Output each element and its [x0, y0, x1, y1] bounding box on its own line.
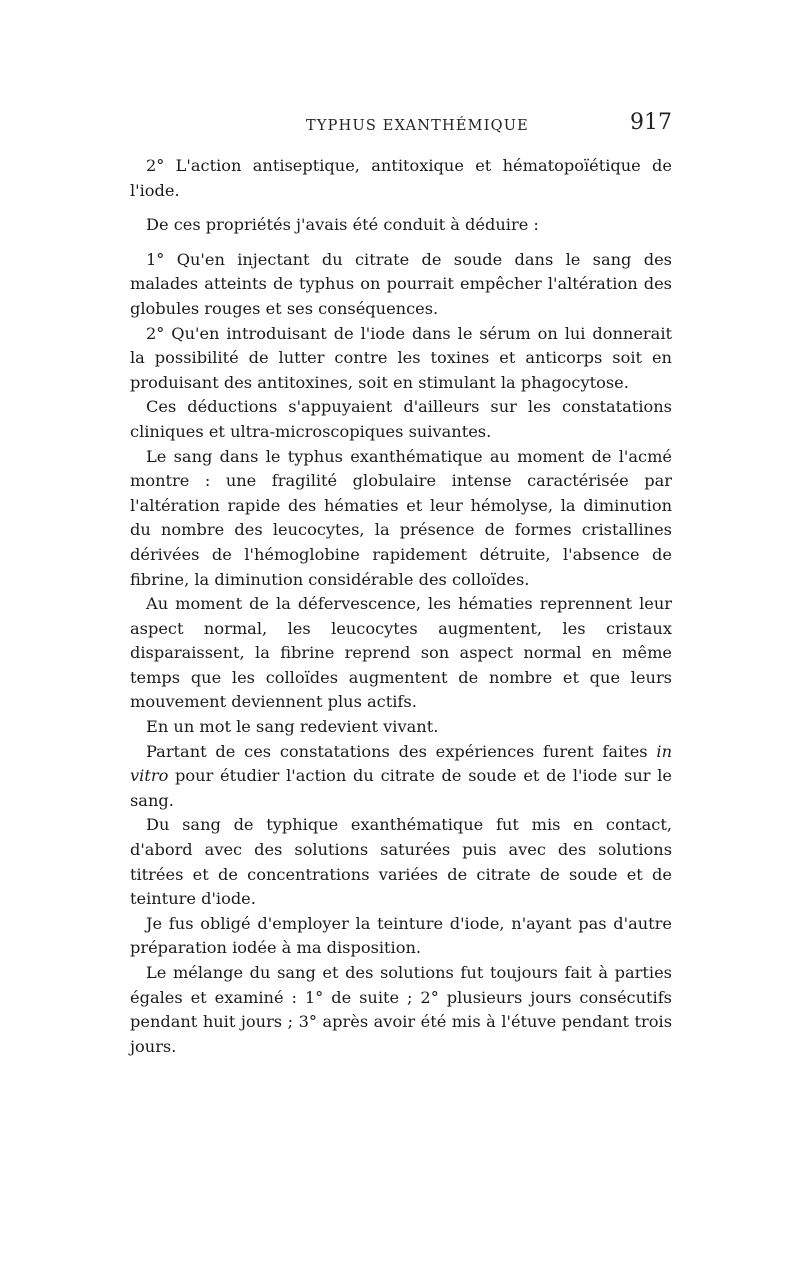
book-page [130, 110, 672, 1059]
body-text [130, 154, 672, 1059]
paragraph: 1° Qu'en injectant du citrate de soude dans le sang des malades atteints de typhus on pourrait empêcher l'altération des globules rouges et ses conséquences. [130, 249, 672, 318]
page-number: 917 [630, 110, 672, 135]
paragraph-text: pour étudier l'action du citrate de soude et de l'iode sur le sang. [130, 766, 672, 810]
paragraph: Ces déductions s'appuyaient d'ailleurs sur les constatations cliniques et ultra-microscopiques suivantes. [130, 397, 672, 441]
running-title: TYPHUS EXANTHÉMIQUE [306, 118, 529, 134]
paragraph: De ces propriétés j'avais été conduit à déduire : [146, 215, 539, 235]
paragraph: Je fus obligé d'employer la teinture d'iode, n'ayant pas d'autre préparation iodée à ma disposition. [130, 913, 672, 958]
paragraph: Du sang de typhique exanthématique fut mis en contact, d'abord avec des solutions saturées puis avec des solutions titrées et de concentrations variées de citrate de soude et de teinture d'iode. [130, 815, 672, 909]
paragraph-in-vitro [130, 740, 672, 814]
italic-term: in vitro [130, 741, 672, 786]
paragraph: Le mélange du sang et des solutions fut toujours fait à parties égales et examiné : 1° de suite ; 2° plusieurs jours consécutifs pendant huit jours ; 3° après avoir été mis à l'étuve pendant trois jours. [130, 963, 672, 1056]
paragraph-text: Partant de ces constatations des expériences furent faites [146, 741, 657, 761]
paragraph: 2° L'action antiseptique, antitoxique et hématopoïétique de l'iode. [130, 156, 672, 200]
paragraph: En un mot le sang redevient vivant. [146, 717, 439, 737]
paragraph: 2° Qu'en introduisant de l'iode dans le sérum on lui donnerait la possibilité de lutter contre les toxines et anticorps soit en produisant des antitoxines, soit en stimulant la phagocytose. [130, 323, 672, 392]
paragraph: Le sang dans le typhus exanthématique au moment de l'acmé montre : une fragilité globulaire intense caractérisée par l'altération rapide des hématies et leur hémolyse, la diminution du nombre des leucocytes, la présence de formes cristallines dérivées de l'hémoglobine rapidement détruite, l'absence de fibrine, la diminution considérable des colloïdes. [130, 446, 672, 589]
page-header [130, 110, 672, 142]
paragraph: Au moment de la défervescence, les hématies reprennent leur aspect normal, les leucocytes augmentent, les cristaux disparaissent, la fibrine reprend son aspect normal en même temps que les colloïdes augmentent de nombre et que leurs mouvement deviennent plus actifs. [130, 594, 672, 712]
